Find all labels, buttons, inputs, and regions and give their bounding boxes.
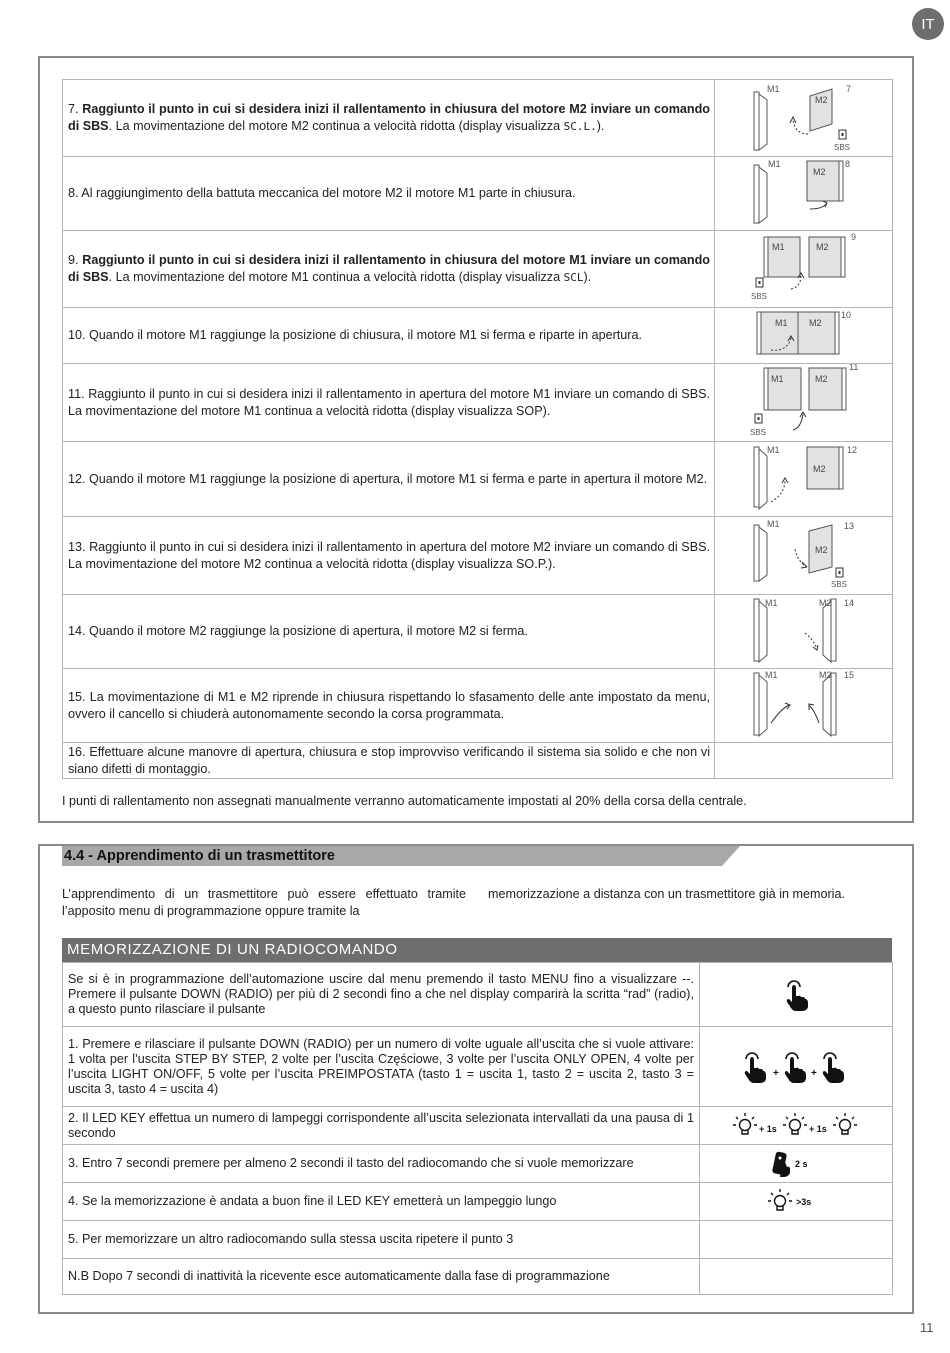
memo-icon-cell-empty (700, 1259, 893, 1295)
memo-text: 5. Per memorizzare un altro radiocomando sulla stessa uscita ripetere il punto 3 (63, 1221, 700, 1259)
svg-text:SBS: SBS (834, 143, 851, 152)
section-title (62, 846, 742, 868)
svg-text:8: 8 (845, 159, 851, 169)
memo-icon-cell-empty (700, 1221, 893, 1259)
language-badge: IT (912, 8, 944, 40)
svg-text:10: 10 (841, 310, 852, 320)
memo-row-1 (63, 1027, 893, 1107)
step-row-7 (63, 80, 893, 157)
memo-icon-cell (700, 1145, 893, 1183)
step-row-14 (63, 595, 893, 669)
svg-text:M1: M1 (771, 374, 784, 384)
transmitter-section (38, 844, 914, 1314)
step-text-15: 15. La movimentazione di M1 e M2 riprende in chiusura rispettando lo sfasamento delle ante impostato da menu, ovvero il cancello si chiuderà autonomamente secondo la corsa programmata. (63, 669, 715, 743)
step-row-16 (63, 743, 893, 779)
step-row-8 (63, 157, 893, 231)
step-row-15 (63, 669, 893, 743)
svg-text:15: 15 (844, 670, 855, 680)
svg-text:M1: M1 (765, 598, 778, 608)
memo-icon-cell (700, 1107, 893, 1145)
step-figure-empty (715, 743, 893, 779)
svg-text:M1: M1 (767, 519, 780, 529)
memo-row-2 (63, 1107, 893, 1145)
memo-icon-cell (700, 963, 893, 1027)
memo-text: 2. Il LED KEY effettua un numero di lampeggi corrispondente all’uscita selezionata intervallati da una pausa di 1 secondo (63, 1107, 700, 1145)
step-text-7: 7. Raggiunto il punto in cui si desidera inizi il rallentamento in chiusura del motore M2 inviare un comando di SBS. La movimentazione del motore M2 continua a velocità ridotta (display visualizza SC.L.). (63, 80, 715, 157)
svg-text:M1: M1 (775, 318, 788, 328)
remote-press-icon (766, 1149, 826, 1179)
svg-text:SBS: SBS (750, 428, 767, 437)
svg-text:M2: M2 (819, 670, 832, 680)
svg-text:M1: M1 (768, 159, 781, 169)
svg-text:M1: M1 (765, 670, 778, 680)
svg-text:2 s: 2 s (795, 1158, 808, 1169)
svg-text:SBS: SBS (831, 580, 848, 589)
memo-icon-cell (700, 1183, 893, 1221)
bulb-icon (783, 1113, 807, 1134)
bulb-icon (733, 1113, 757, 1134)
memo-text: 4. Se la memorizzazione è andata a buon fine il LED KEY emetterà un lampeggio lungo (63, 1183, 700, 1221)
step-text-12: 12. Quando il motore M1 raggiunge la posizione di apertura, il motore M1 si ferma e parte in apertura il motore M2. (63, 442, 715, 517)
hand-press-icon (823, 1053, 844, 1083)
svg-text:+: + (773, 1067, 779, 1079)
step-figure-15 (715, 669, 893, 743)
svg-text:SBS: SBS (751, 292, 768, 301)
svg-text:M1: M1 (767, 445, 780, 455)
svg-text:M2: M2 (819, 598, 832, 608)
svg-text:7: 7 (846, 84, 852, 94)
step-text-14: 14. Quando il motore M2 raggiunge la posizione di apertura, il motore M2 si ferma. (63, 595, 715, 669)
step-figure-11 (715, 364, 893, 442)
step-figure-7 (715, 80, 893, 157)
svg-text:M2: M2 (813, 167, 826, 177)
svg-text:M2: M2 (816, 242, 829, 252)
memo-text: N.B Dopo 7 secondi di inattività la ricevente esce automaticamente dalla fase di programmazione (63, 1259, 700, 1295)
memo-header: MEMORIZZAZIONE DI UN RADIOCOMANDO (62, 938, 892, 962)
step-row-10 (63, 308, 893, 364)
intro-left: L’apprendimento di un trasmettitore può essere effettuato tramite l’apposito menu di programmazione oppure tramite la (62, 887, 466, 918)
step-row-9 (63, 231, 893, 308)
svg-text:13: 13 (844, 521, 855, 531)
led-flash-sequence-icon (731, 1111, 861, 1141)
page-number: 11 (920, 1320, 934, 1335)
hand-press-icon (781, 978, 811, 1012)
step-figure-13 (715, 517, 893, 595)
step-figure-10 (715, 308, 893, 364)
memo-row-3 (63, 1145, 893, 1183)
bulb-icon (768, 1189, 792, 1210)
svg-text:M2: M2 (813, 464, 826, 474)
svg-text:M1: M1 (772, 242, 785, 252)
step-text-16: 16. Effettuare alcune manovre di apertura, chiusura e stop improvviso verificando il sistema sia solido e che non vi siano difetti di montaggio. (63, 743, 715, 779)
steps-table (62, 79, 893, 779)
memo-text: 1. Premere e rilasciare il pulsante DOWN (RADIO) per un numero di volte uguale all’uscita che si vuole attivare: 1 volta per l’uscita STEP BY STEP, 2 volte per l’uscita Częściowe, 3 volte per l’uscita ONLY OPEN, 4 volte per l’uscita LIGHT ON/OFF, 5 volte per l’uscita PREIMPOSTATA (tasto 1 = uscita 1, tasto 2 = uscita 2, tasto 3 = uscita 3, tasto 4 = uscita 4) (63, 1027, 700, 1107)
svg-text:12: 12 (847, 445, 858, 455)
led-long-flash-icon (766, 1187, 826, 1217)
memo-row-note (63, 1259, 893, 1295)
hand-press-sequence-icon (741, 1050, 851, 1084)
section-title-text: 4.4 - Apprendimento di un trasmettitore (64, 848, 335, 864)
step-row-11 (63, 364, 893, 442)
bulb-icon (833, 1113, 857, 1134)
step-figure-8 (715, 157, 893, 231)
memo-row-4 (63, 1183, 893, 1221)
step-figure-12 (715, 442, 893, 517)
memo-text: 3. Entro 7 secondi premere per almeno 2 secondi il tasto del radiocomando che si vuole memorizzare (63, 1145, 700, 1183)
step-row-13 (63, 517, 893, 595)
svg-text:11: 11 (849, 364, 859, 372)
step-text-10: 10. Quando il motore M1 raggiunge la posizione di chiusura, il motore M1 si ferma e riparte in apertura. (63, 308, 715, 364)
memo-text: Se si è in programmazione dell’automazione uscire dal menu premendo il tasto MENU fino a visualizzare --. Premere il pulsante DOWN (RADIO) per più di 2 secondi fino a che nel display comparirà la scritta “rad” (radio), a questo punto rilasciare il pulsante (63, 963, 700, 1027)
step-text-11: 11. Raggiunto il punto in cui si desidera inizi il rallentamento in apertura del motore M1 inviare un comando di SBS. La movimentazione del motore M1 continua a velocità ridotta (display visualizza SOP). (63, 364, 715, 442)
svg-text:M1: M1 (767, 84, 780, 94)
svg-text:+: + (811, 1067, 817, 1079)
memo-table (62, 962, 893, 1295)
intro-right: memorizzazione a distanza con un trasmettitore già in memoria. (488, 887, 845, 901)
hand-press-icon (745, 1053, 766, 1083)
hand-press-icon (785, 1053, 806, 1083)
svg-text:+ 1s: + 1s (759, 1123, 777, 1134)
svg-text:+ 1s: + 1s (809, 1123, 827, 1134)
steps-frame (38, 56, 914, 823)
step-figure-9 (715, 231, 893, 308)
svg-text:M2: M2 (809, 318, 822, 328)
svg-text:14: 14 (844, 598, 855, 608)
step-text-9: 9. Raggiunto il punto in cui si desidera inizi il rallentamento in chiusura del motore M1 inviare un comando di SBS. La movimentazione del motore M1 continua a velocità ridotta (display visualizza SCL). (63, 231, 715, 308)
svg-text:M2: M2 (815, 545, 828, 555)
step-text-13: 13. Raggiunto il punto in cui si desidera inizi il rallentamento in apertura del motore M2 inviare un comando di SBS. La movimentazione del motore M2 continua a velocità ridotta (display visualizza SO.P.). (63, 517, 715, 595)
step-text-8: 8. Al raggiungimento della battuta meccanica del motore M2 il motore M1 parte in chiusura. (63, 157, 715, 231)
memo-row-5 (63, 1221, 893, 1259)
memo-row-intro (63, 963, 893, 1027)
svg-text:>3s: >3s (796, 1196, 812, 1207)
svg-text:9: 9 (851, 232, 857, 242)
footnote: I punti di rallentamento non assegnati manualmente verranno automaticamente impostati al 20% della corsa della centrale. (62, 794, 747, 808)
step-figure-14 (715, 595, 893, 669)
memo-icon-cell (700, 1027, 893, 1107)
svg-text:M2: M2 (815, 374, 828, 384)
svg-text:M2: M2 (815, 95, 828, 105)
step-row-12 (63, 442, 893, 517)
